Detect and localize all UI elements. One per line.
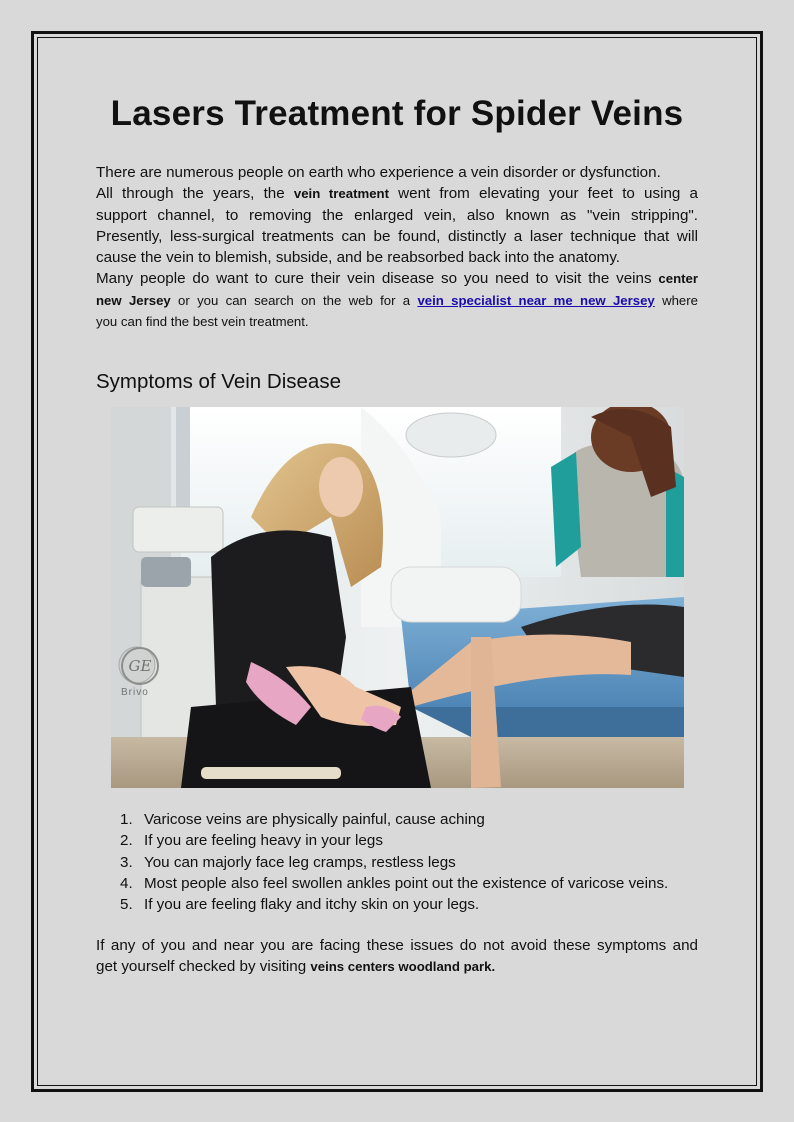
list-item	[110, 894, 668, 915]
list-item-text: If you are feeling heavy in your legs	[144, 832, 383, 850]
clinic-photo-illustration	[111, 407, 684, 788]
list-number: 5.	[120, 896, 133, 914]
intro-paragraph	[96, 162, 698, 332]
list-number: 4.	[120, 874, 133, 892]
vein-treatment-bold: vein treatment	[293, 186, 389, 202]
document-title: Lasers Treatment for Spider Veins	[110, 94, 684, 133]
intro-line-7	[96, 290, 698, 311]
center-bold: center	[658, 271, 698, 287]
list-item	[110, 873, 668, 894]
list-item	[110, 852, 668, 873]
section-heading: Symptoms of Vein Disease	[96, 370, 341, 393]
list-item	[110, 809, 668, 830]
brivo-label: Brivo	[121, 687, 149, 698]
list-item-text: If you are feeling flaky and itchy skin on your legs.	[144, 896, 480, 914]
intro-line-8: you can find the best vein treatment.	[96, 314, 309, 330]
vein-specialist-link[interactable]: vein specialist near me new Jersey	[417, 292, 655, 308]
closing-paragraph	[96, 935, 698, 978]
list-item	[110, 830, 668, 851]
list-item-text: Varicose veins are physically painful, cause aching	[144, 811, 485, 828]
intro-line-4: Presently, less-surgical treatments can be found, distinctly a laser technique that will	[96, 227, 698, 245]
closing-line-1: If any of you and near you are facing these issues do not avoid these symptoms and	[96, 937, 698, 954]
new-jersey-bold: new Jersey	[96, 292, 171, 308]
intro-line-3: support channel, to removing the enlarged vein, also known as "vein stripping".	[96, 206, 698, 224]
intro-text: where	[654, 292, 698, 308]
intro-line-5: cause the vein to blemish, subside, and be reabsorbed back into the anatomy.	[96, 249, 621, 267]
intro-line-6	[96, 268, 698, 289]
intro-line-1: There are numerous people on earth who experience a vein disorder or dysfunction.	[96, 164, 661, 181]
intro-text: All through the years, the	[96, 185, 294, 203]
intro-text: or you can search on the web for a	[170, 292, 418, 308]
intro-text: Many people do want to cure their vein disease so you need to visit the veins	[96, 270, 659, 288]
list-item-text: Most people also feel swollen ankles point out the existence of varicose veins.	[144, 874, 669, 892]
ge-logo: GE	[121, 647, 159, 685]
list-number: 3.	[120, 853, 133, 871]
clinic-photo	[111, 407, 684, 788]
intro-line-2	[96, 183, 698, 204]
intro-text: went from elevating your feet to using a	[388, 185, 698, 203]
veins-centers-bold: veins centers woodland park.	[310, 959, 496, 975]
closing-text: get yourself checked by visiting	[96, 958, 311, 976]
list-item-text: You can majorly face leg cramps, restless legs	[144, 853, 456, 871]
closing-line-2	[96, 956, 698, 977]
list-number: 2.	[120, 832, 133, 850]
symptoms-list	[110, 809, 668, 915]
list-number: 1.	[120, 811, 133, 828]
